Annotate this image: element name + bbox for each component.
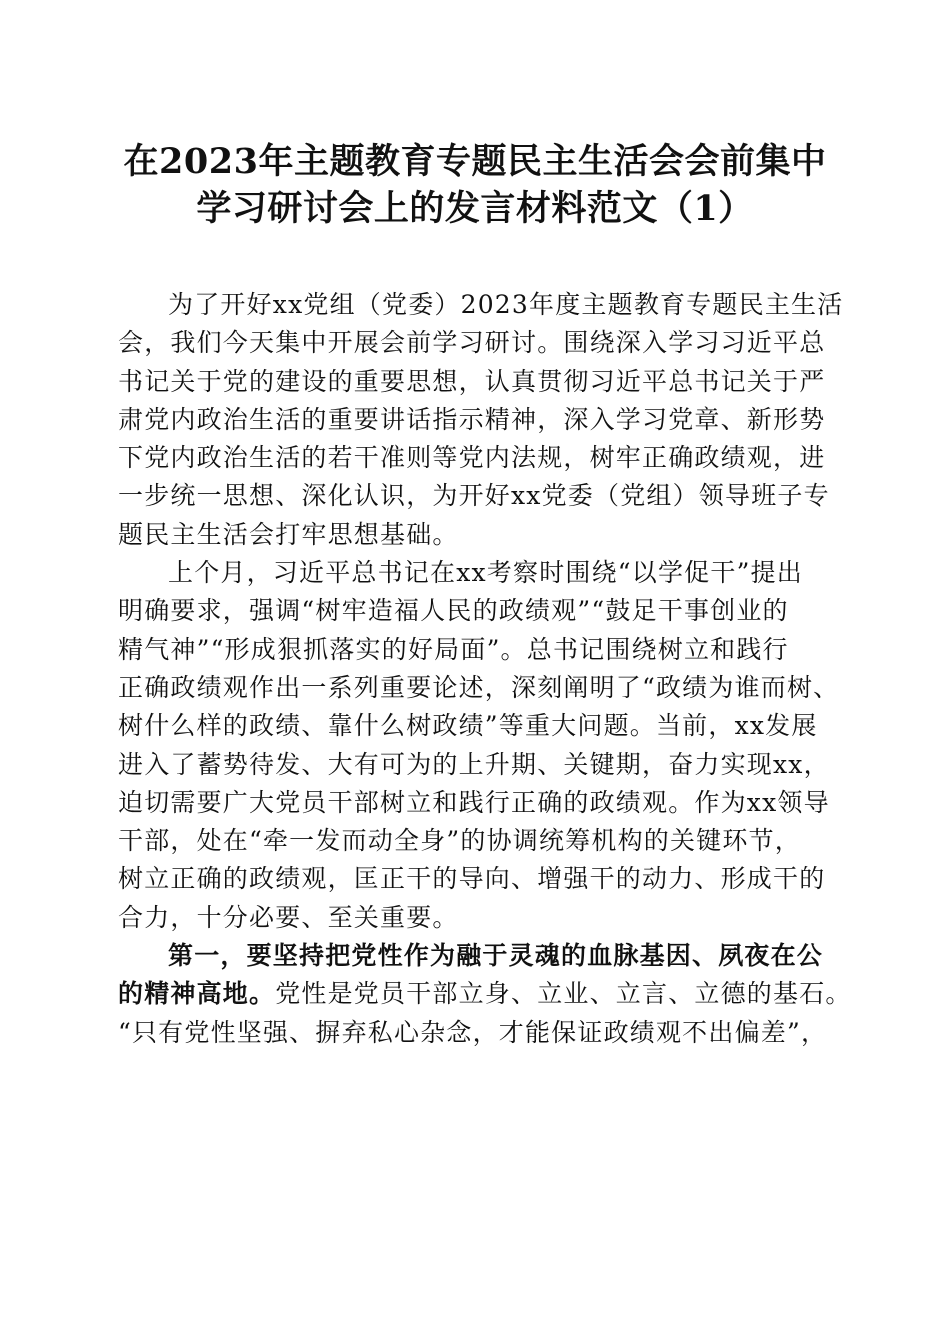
text-line: 书记关于党的建设的重要思想，认真贯彻习近平总书记关于严 xyxy=(118,366,826,396)
text-line: 明确要求，强调“树牢造福人民的政绩观”“鼓足干事创业的 xyxy=(118,596,789,626)
bold-lead-text: 的精神高地。 xyxy=(118,979,276,1009)
paragraph xyxy=(118,286,844,554)
text-line: 上个月，习近平总书记在xx考察时围绕“以学促干”提出 xyxy=(168,558,803,588)
text-line: 会，我们今天集中开展会前学习研讨。围绕深入学习习近平总 xyxy=(118,328,826,358)
text-line: 肃党内政治生活的重要讲话指示精神，深入学习党章、新形势 xyxy=(118,404,826,434)
text-line: 进入了蓄势待发、大有可为的上升期、关键期，奋力实现xx， xyxy=(118,749,830,779)
text-line: 精气神”“形成狠抓落实的好局面”。总书记围绕树立和践行 xyxy=(118,634,789,664)
title-line: 在2023年主题教育专题民主生活会会前集中 xyxy=(123,141,827,182)
text-line xyxy=(118,937,834,975)
text-line: “只有党性坚强、摒弃私心杂念，才能保证政绩观不出偏差”， xyxy=(118,1017,828,1047)
bold-lead-text: 第一，要坚持把党性作为融于灵魂的血脉基因、夙夜在公 xyxy=(168,941,824,971)
text-line: 树什么样的政绩、靠什么树政绩”等重大问题。当前，xx发展 xyxy=(118,711,818,741)
text-line: 迫切需要广大党员干部树立和践行正确的政绩观。作为xx领导 xyxy=(118,787,830,817)
text-line: 正确政绩观作出一系列重要论述，深刻阐明了“政绩为谁而树、 xyxy=(118,672,840,702)
text-line: 一步统一思想、深化认识，为开好xx党委（党组）领导班子专 xyxy=(118,481,830,511)
document-body xyxy=(118,286,852,1052)
title-line: 学习研讨会上的发言材料范文（1） xyxy=(196,188,754,229)
text-line: 题民主生活会打牢思想基础。 xyxy=(118,519,459,549)
paragraph xyxy=(118,554,840,937)
document-title xyxy=(100,138,850,232)
text-line: 为了开好xx党组（党委）2023年度主题教育专题民主生活 xyxy=(168,290,844,319)
text-line xyxy=(118,975,852,1013)
text-line: 合力，十分必要、至关重要。 xyxy=(118,902,459,932)
text-line: 下党内政治生活的若干准则等党内法规，树牢正确政绩观，进 xyxy=(118,443,826,473)
text-line: 树立正确的政绩观，匡正干的导向、增强干的动力、形成干的 xyxy=(118,864,826,894)
text-line: 干部，处在“牵一发而动全身”的协调统筹机构的关键环节， xyxy=(118,826,801,856)
body-text: 党性是党员干部立身、立业、立言、立德的基石。 xyxy=(275,979,852,1009)
paragraph xyxy=(118,937,852,1052)
